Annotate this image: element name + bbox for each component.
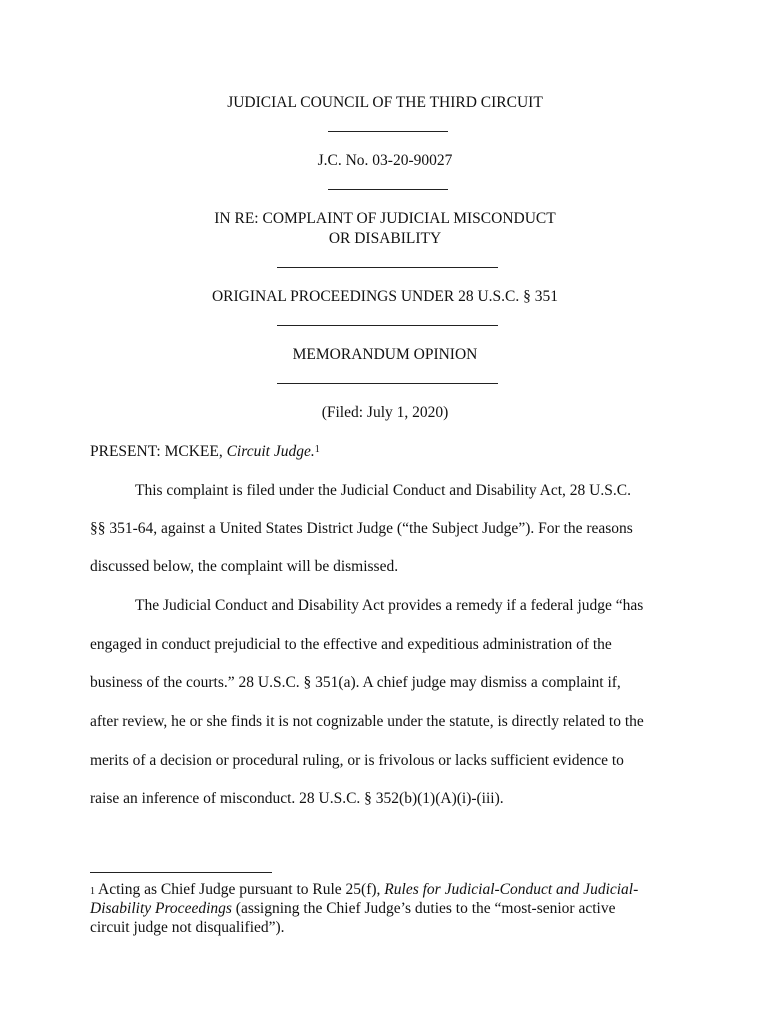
in-re-line-1: IN RE: COMPLAINT OF JUDICIAL MISCONDUCT bbox=[214, 210, 556, 227]
proceedings-line: ORIGINAL PROCEEDINGS UNDER 28 U.S.C. § 351 bbox=[211, 288, 559, 305]
paragraph-1-line: This complaint is filed under the Judicial Conduct and Disability Act, 28 U.S.C. bbox=[135, 482, 631, 499]
paragraph-1-line: discussed below, the complaint will be dismissed. bbox=[90, 558, 399, 575]
opinion-type: MEMORANDUM OPINION bbox=[292, 346, 478, 363]
footnote-reference[interactable]: 1 bbox=[314, 444, 320, 455]
paragraph-2-line: The Judicial Conduct and Disability Act provides a remedy if a federal judge “has bbox=[135, 597, 644, 614]
caption-divider bbox=[277, 267, 498, 268]
caption-divider bbox=[277, 325, 498, 326]
court-name: JUDICIAL COUNCIL OF THE THIRD CIRCUIT bbox=[227, 94, 543, 111]
footnote-citation: Disability Proceedings bbox=[90, 900, 232, 917]
filed-date: (Filed: July 1, 2020) bbox=[321, 404, 449, 421]
footnote-text: Acting as Chief Judge pursuant to Rule 25(f), bbox=[95, 881, 385, 898]
present-prefix: PRESENT: MCKEE, bbox=[90, 443, 227, 460]
footnote-line-3: circuit judge not disqualified”). bbox=[90, 919, 285, 936]
paragraph-2-line: raise an inference of misconduct. 28 U.S.C. § 352(b)(1)(A)(i)-(iii). bbox=[90, 790, 504, 807]
footnote-citation: Rules for Judicial-Conduct and Judicial- bbox=[384, 881, 639, 898]
case-number: J.C. No. 03-20-90027 bbox=[317, 152, 453, 169]
present-title: Circuit Judge. bbox=[226, 443, 315, 460]
caption-divider bbox=[328, 131, 448, 132]
paragraph-2-line: after review, he or she finds it is not cognizable under the statute, is directly related to the bbox=[90, 713, 644, 730]
footnote-marker: 1 bbox=[90, 886, 95, 897]
caption-divider bbox=[328, 189, 448, 190]
paragraph-2-line: merits of a decision or procedural ruling, or is frivolous or lacks sufficient evidence to bbox=[90, 752, 624, 769]
footnote-separator bbox=[90, 872, 272, 873]
footnote-line-2 bbox=[90, 899, 615, 919]
footnote-text: (assigning the Chief Judge’s duties to the “most-senior active bbox=[231, 900, 616, 917]
in-re-line-2: OR DISABILITY bbox=[328, 230, 442, 247]
footnote-line-1 bbox=[90, 880, 638, 900]
paragraph-2-line: engaged in conduct prejudicial to the effective and expeditious administration of the bbox=[90, 636, 612, 653]
paragraph-2-line: business of the courts.” 28 U.S.C. § 351(a). A chief judge may dismiss a complaint if, bbox=[90, 674, 621, 691]
present-line bbox=[90, 442, 320, 462]
caption-divider bbox=[277, 383, 498, 384]
paragraph-1-line: §§ 351-64, against a United States District Judge (“the Subject Judge”). For the reasons bbox=[90, 520, 633, 537]
